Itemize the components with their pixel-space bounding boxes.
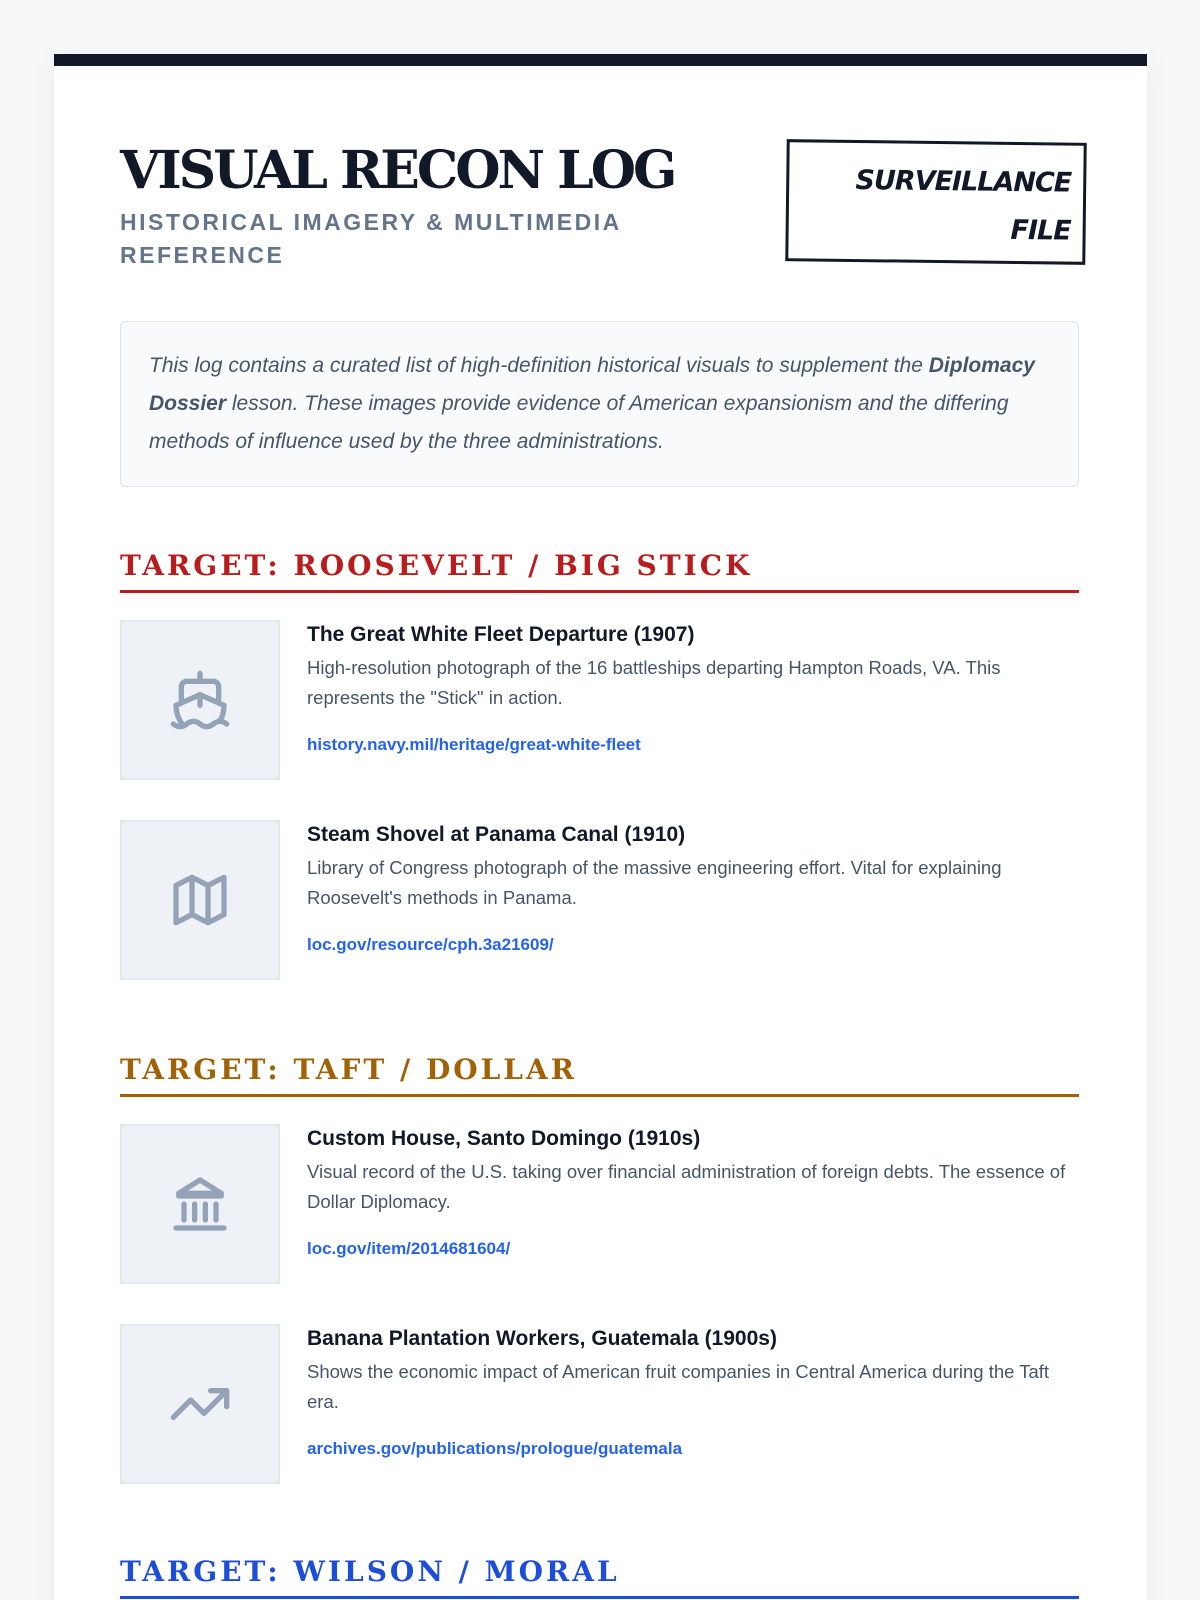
entry-description: High-resolution photograph of the 16 battleships departing Hampton Roads, VA. This represents the "Stick" in action. <box>307 657 1001 708</box>
section-heading-wilson: TARGET: WILSON / MORAL <box>120 1552 1079 1599</box>
source-link[interactable]: loc.gov/resource/cph.3a21609/ <box>307 935 554 954</box>
entry-description: Shows the economic impact of American fruit companies in Central America during the Taft era. <box>307 1361 1050 1412</box>
source-link[interactable]: loc.gov/item/2014681604/ <box>307 1239 511 1258</box>
source-link[interactable]: history.navy.mil/heritage/great-white-fleet <box>307 735 641 754</box>
entry-description: Library of Congress photograph of the massive engineering effort. Vital for explaining Roosevelt's methods in Panama. <box>307 857 1002 908</box>
bank-icon <box>168 1172 232 1236</box>
document-sheet <box>54 54 1147 1600</box>
section-heading-taft: TARGET: TAFT / DOLLAR <box>120 1050 1079 1097</box>
thumbnail <box>120 1324 280 1484</box>
thumbnail <box>120 820 280 980</box>
list-item <box>120 820 1079 980</box>
intro-text-after: lesson. These images provide evidence of American expansionism and the differing methods of influence used by the three administrations. <box>149 392 1009 453</box>
list-item <box>120 1324 1079 1484</box>
intro-text-before: This log contains a curated list of high-definition historical visuals to supplement the <box>149 354 929 377</box>
ship-icon <box>168 668 232 732</box>
section-heading-roosevelt: TARGET: ROOSEVELT / BIG STICK <box>120 546 1079 593</box>
header <box>120 136 1079 276</box>
entry-title: Steam Shovel at Panama Canal (1910) <box>307 823 686 846</box>
intro-box <box>120 321 1079 487</box>
map-icon <box>168 868 232 932</box>
source-link[interactable]: archives.gov/publications/prologue/guatemala <box>307 1439 683 1458</box>
intro-emphasis: Diplomacy Dossier <box>149 354 1035 415</box>
entry-description: Visual record of the U.S. taking over financial administration of foreign debts. The essence of Dollar Diplomacy. <box>307 1161 1066 1212</box>
stamp-line-2: FILE <box>1010 214 1071 247</box>
entry-title: The Great White Fleet Departure (1907) <box>307 623 695 646</box>
page-subtitle: HISTORICAL IMAGERY & MULTIMEDIA REFERENCE <box>120 209 621 268</box>
entry-title: Banana Plantation Workers, Guatemala (1900s) <box>307 1327 777 1350</box>
entry-title: Custom House, Santo Domingo (1910s) <box>307 1127 701 1150</box>
stamp-line-1: SURVEILLANCE <box>855 165 1072 199</box>
trending-up-icon <box>168 1372 232 1436</box>
thumbnail <box>120 620 280 780</box>
list-item <box>120 620 1079 780</box>
surveillance-stamp <box>785 139 1086 265</box>
list-item <box>120 1124 1079 1284</box>
page-title: VISUAL RECON LOG <box>120 140 675 201</box>
thumbnail <box>120 1124 280 1284</box>
